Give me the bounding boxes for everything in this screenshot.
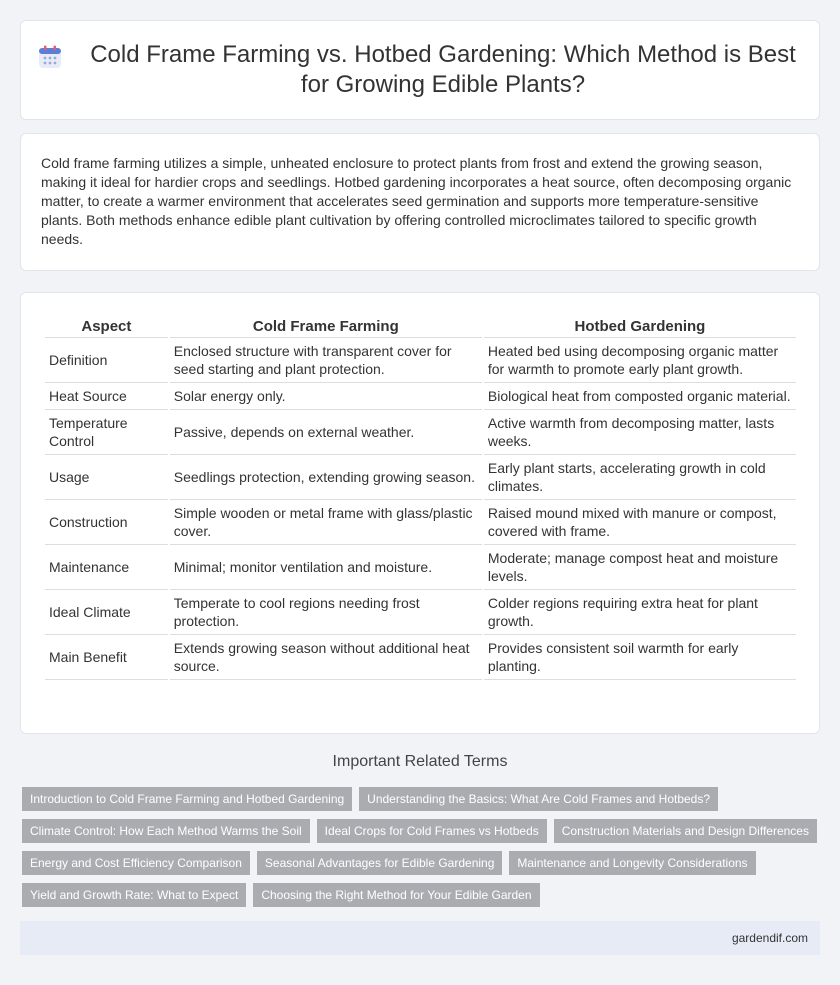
related-term-tag[interactable]: Introduction to Cold Frame Farming and Hotbed Gardening <box>22 787 352 811</box>
table-header-row <box>45 313 796 338</box>
related-term-tag[interactable]: Yield and Growth Rate: What to Expect <box>22 883 246 907</box>
related-term-tag[interactable]: Ideal Crops for Cold Frames vs Hotbeds <box>317 819 547 843</box>
cell-cold-frame: Seedlings protection, extending growing season. <box>170 455 482 500</box>
calendar-icon <box>37 44 63 70</box>
related-term-tag[interactable]: Understanding the Basics: What Are Cold Frames and Hotbeds? <box>359 787 718 811</box>
cell-aspect: Maintenance <box>45 545 168 590</box>
cell-cold-frame: Simple wooden or metal frame with glass/plastic cover. <box>170 500 482 545</box>
related-term-tag[interactable]: Seasonal Advantages for Edible Gardening <box>257 851 503 875</box>
cell-cold-frame: Extends growing season without additional heat source. <box>170 635 482 680</box>
table-row <box>45 338 796 383</box>
cell-cold-frame: Minimal; monitor ventilation and moisture. <box>170 545 482 590</box>
related-term-tag[interactable]: Construction Materials and Design Differences <box>554 819 817 843</box>
table-body <box>45 338 796 680</box>
page-title: Cold Frame Farming vs. Hotbed Gardening: Which Method is Best for Growing Edible Plants? <box>90 41 796 98</box>
related-terms-list <box>22 787 822 915</box>
cell-hotbed: Biological heat from composted organic material. <box>484 383 796 410</box>
related-terms-title: Important Related Terms <box>332 753 508 770</box>
header-card <box>20 20 820 120</box>
cell-hotbed: Raised mound mixed with manure or compost, covered with frame. <box>484 500 796 545</box>
cell-cold-frame: Passive, depends on external weather. <box>170 410 482 455</box>
table-row <box>45 545 796 590</box>
tag-row <box>22 819 822 843</box>
table-row <box>45 635 796 680</box>
cell-aspect: Usage <box>45 455 168 500</box>
related-term-tag[interactable]: Choosing the Right Method for Your Edible Garden <box>253 883 539 907</box>
cell-aspect: Construction <box>45 500 168 545</box>
tag-row <box>22 851 822 875</box>
cell-hotbed: Heated bed using decomposing organic matter for warmth to promote early plant growth. <box>484 338 796 383</box>
cell-hotbed: Early plant starts, accelerating growth in cold climates. <box>484 455 796 500</box>
table-row <box>45 383 796 410</box>
footer-site[interactable]: gardendif.com <box>731 931 808 945</box>
cell-cold-frame: Temperate to cool regions needing frost protection. <box>170 590 482 635</box>
table-row <box>45 455 796 500</box>
comparison-table <box>43 313 798 680</box>
cell-cold-frame: Enclosed structure with transparent cover for seed starting and plant protection. <box>170 338 482 383</box>
cell-cold-frame: Solar energy only. <box>170 383 482 410</box>
table-row <box>45 500 796 545</box>
tag-row <box>22 883 822 907</box>
intro-paragraph: Cold frame farming utilizes a simple, unheated enclosure to protect plants from frost and extend the growing season, making it ideal for hardier crops and seedlings. Hotbed gardening incorporates a heat source, often decomposing organic matter, to create a warmer environment that accelerates seed germination and supports more temperature-sensitive plants. Both methods enhance edible plant cultivation by offering controlled microclimates tailored to specific growth needs. <box>41 155 792 247</box>
header-aspect: Aspect <box>45 313 168 338</box>
comparison-card <box>20 292 820 734</box>
cell-hotbed: Active warmth from decomposing matter, lasts weeks. <box>484 410 796 455</box>
header-cold-frame: Cold Frame Farming <box>170 313 482 338</box>
table-row <box>45 590 796 635</box>
cell-hotbed: Moderate; manage compost heat and moisture levels. <box>484 545 796 590</box>
cell-aspect: Temperature Control <box>45 410 168 455</box>
header <box>37 40 803 100</box>
cell-aspect: Main Benefit <box>45 635 168 680</box>
footer <box>20 921 820 955</box>
tag-row <box>22 787 822 811</box>
cell-aspect: Definition <box>45 338 168 383</box>
cell-hotbed: Colder regions requiring extra heat for plant growth. <box>484 590 796 635</box>
cell-hotbed: Provides consistent soil warmth for early planting. <box>484 635 796 680</box>
header-hotbed: Hotbed Gardening <box>484 313 796 338</box>
cell-aspect: Heat Source <box>45 383 168 410</box>
intro-card <box>20 133 820 271</box>
cell-aspect: Ideal Climate <box>45 590 168 635</box>
table-row <box>45 410 796 455</box>
related-term-tag[interactable]: Climate Control: How Each Method Warms the Soil <box>22 819 310 843</box>
related-term-tag[interactable]: Energy and Cost Efficiency Comparison <box>22 851 250 875</box>
related-term-tag[interactable]: Maintenance and Longevity Considerations <box>509 851 755 875</box>
